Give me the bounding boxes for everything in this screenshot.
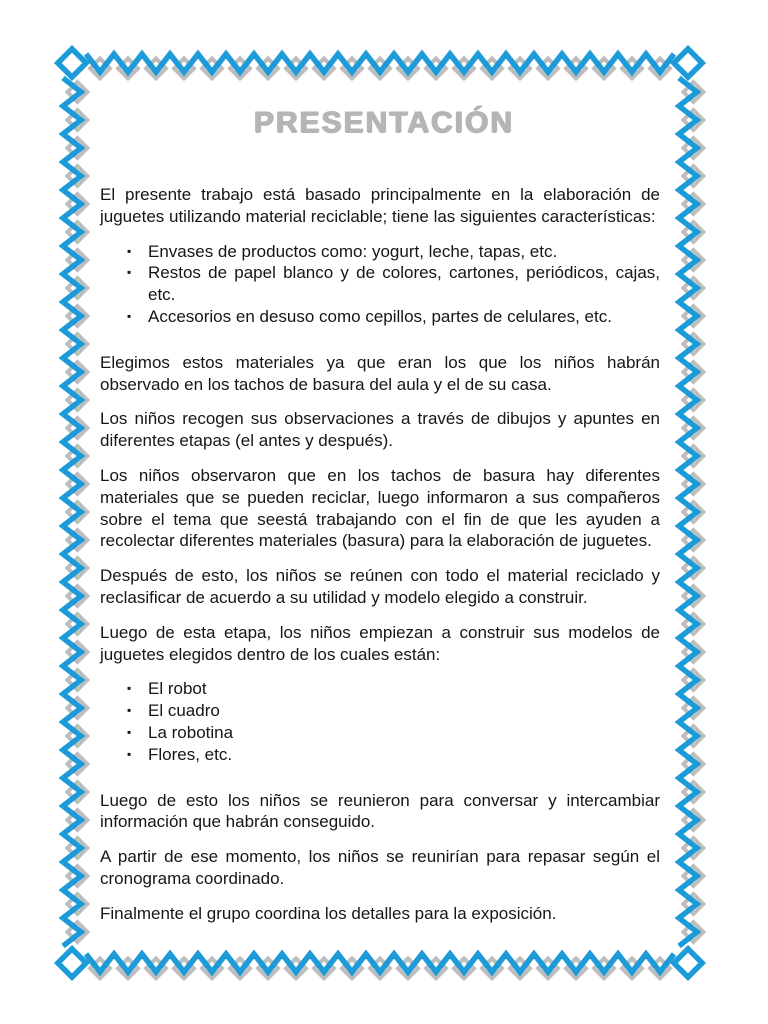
document-body bbox=[100, 184, 660, 938]
paragraph: Elegimos estos materiales ya que eran los que los niños habrán observado en los tachos de basura del aula y el de su casa. bbox=[100, 352, 660, 394]
square-bullet-icon: ▪ bbox=[127, 724, 132, 739]
list-item bbox=[100, 744, 660, 766]
bullet-list-materials bbox=[100, 241, 660, 328]
list-item-text: Accesorios en desuso como cepillos, partes de celulares, etc. bbox=[148, 306, 612, 326]
list-item-text: El cuadro bbox=[148, 701, 220, 721]
square-bullet-icon: ▪ bbox=[127, 265, 132, 280]
paragraph: Luego de esto los niños se reunieron para conversar y intercambiar información que habrán conseguido. bbox=[100, 790, 660, 832]
list-item-text: La robotina bbox=[148, 722, 234, 742]
paragraph: El presente trabajo está basado principalmente en la elaboración de juguetes utilizando material reciclable; tiene las siguientes características: bbox=[100, 185, 660, 226]
list-item-text: El robot bbox=[148, 679, 207, 699]
paragraph: Finalmente el grupo coordina los detalles para la exposición. bbox=[100, 903, 557, 923]
list-item bbox=[100, 241, 660, 263]
list-item bbox=[100, 306, 660, 328]
paragraph: A partir de ese momento, los niños se reunirían para repasar según el cronograma coordinado. bbox=[100, 847, 660, 888]
list-item bbox=[100, 678, 660, 700]
square-bullet-icon: ▪ bbox=[127, 308, 132, 323]
list-item-text: Restos de papel blanco y de colores, cartones, periódicos, cajas, etc. bbox=[148, 263, 660, 305]
page-title: PRESENTACIÓN bbox=[253, 106, 515, 139]
list-item bbox=[100, 262, 660, 306]
paragraph: Después de esto, los niños se reúnen con todo el material reciclado y reclasificar de acuerdo a su utilidad y modelo elegido a construir. bbox=[100, 566, 660, 607]
paragraph: Los niños recogen sus observaciones a través de dibujos y apuntes en diferentes etapas (el antes y después). bbox=[100, 409, 660, 451]
square-bullet-icon: ▪ bbox=[127, 681, 132, 696]
list-item-text: Envases de productos como: yogurt, leche, tapas, etc. bbox=[148, 241, 558, 261]
square-bullet-icon: ▪ bbox=[127, 746, 132, 761]
list-item-text: Flores, etc. bbox=[148, 744, 233, 764]
square-bullet-icon: ▪ bbox=[127, 243, 132, 258]
bullet-list-toys bbox=[100, 678, 660, 765]
paragraph: Luego de esta etapa, los niños empiezan a construir sus modelos de juguetes elegidos dentro de los cuales están: bbox=[100, 622, 660, 664]
list-item bbox=[100, 700, 660, 722]
paragraph: Los niños observaron que en los tachos de basura hay diferentes materiales que se pueden reciclar, luego informaron a sus compañeros sobre el tema que seestá trabajando con el fin de que les ayuden a recolectar diferentes materiales (basura) para la elaboración de juguetes. bbox=[100, 465, 660, 551]
square-bullet-icon: ▪ bbox=[127, 703, 132, 718]
list-item bbox=[100, 722, 660, 744]
